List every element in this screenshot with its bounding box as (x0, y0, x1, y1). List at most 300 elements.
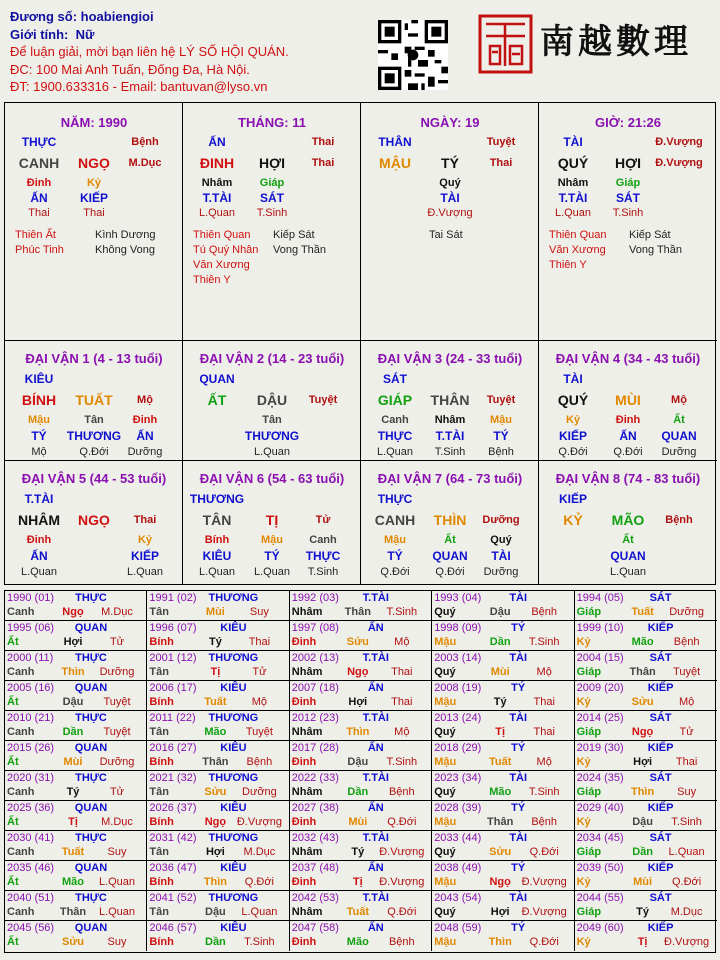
hidden-stem: Mậu (261, 534, 283, 546)
dai-van-branch: NGỌ (78, 512, 110, 528)
year-stem: Bính (149, 636, 174, 648)
year-label: 2049 (60) (576, 922, 624, 934)
pillars-grid (4, 102, 716, 585)
year-stem: Quý (434, 666, 456, 678)
year-label: 2028 (39) (434, 802, 482, 814)
year-stem: Canh (7, 606, 35, 618)
year-branch: Dần (489, 636, 511, 648)
year-stem: Ất (7, 696, 19, 708)
year-life: Mộ (536, 666, 552, 678)
year-label: 2040 (51) (7, 892, 55, 904)
dai-van-stem: BÍNH (21, 392, 57, 408)
year-star: KIÊU (220, 622, 247, 634)
year-life: Đ.Vượng (379, 876, 425, 888)
year-branch: Thìn (203, 876, 227, 888)
year-life: L.Quan (668, 846, 705, 858)
year-star: QUAN (74, 862, 108, 874)
year-stem: Tân (149, 666, 169, 678)
year-life: Dưỡng (242, 786, 277, 798)
year-branch: Tị (210, 666, 221, 678)
year-star: KIÊU (220, 862, 247, 874)
year-branch: Dậu (489, 606, 511, 618)
dai-van-branch: MÃO (611, 512, 645, 528)
year-cell (575, 711, 717, 741)
year-cell (290, 681, 432, 711)
year-label: 2009 (20) (576, 682, 624, 694)
year-life: T.Sinh (386, 606, 418, 618)
year-life: Tuyệt (103, 696, 131, 708)
year-branch: Tị (637, 936, 648, 948)
hidden-stem: Mậu (490, 414, 512, 426)
year-stem: Đinh (291, 696, 317, 708)
year-branch: Mùi (205, 606, 225, 618)
year-stem: Tân (149, 906, 169, 918)
year-cell (290, 591, 432, 621)
dai-van-life: Tuyệt (486, 394, 516, 406)
year-branch: Tuất (631, 606, 654, 618)
hidden-star: THỰC (305, 549, 341, 563)
year-label: 2043 (54) (434, 892, 482, 904)
hidden-star: SÁT (260, 191, 284, 205)
year-stem: Ất (7, 636, 19, 648)
year-branch: Ngọ (631, 726, 654, 738)
dai-van-title: ĐẠI VẬN 7 (64 - 73 tuổi) (377, 471, 523, 486)
year-stem: Tân (149, 846, 169, 858)
special-star: Văn Xương (193, 259, 250, 271)
year-star: SÁT (649, 712, 672, 724)
year-stem: Quý (434, 726, 456, 738)
hidden-star: ẤN (619, 429, 637, 443)
hidden-star: T.TÀI (558, 191, 588, 205)
year-label: 2029 (40) (576, 802, 624, 814)
year-branch: Tý (636, 906, 650, 918)
year-stem: Giáp (576, 606, 602, 618)
year-star: THƯƠNG (208, 772, 259, 784)
pillar-life-mid: Thai (489, 157, 513, 169)
year-stem: Giáp (576, 726, 602, 738)
gender-value: Nữ (75, 26, 95, 42)
year-cell (432, 591, 574, 621)
pillar-stem: CANH (18, 155, 60, 171)
year-star: ẤN (367, 682, 384, 694)
dai-van-life: Bệnh (665, 514, 693, 526)
year-cell (432, 741, 574, 771)
year-stem: Quý (434, 906, 456, 918)
dai-van-life: Mộ (137, 394, 153, 406)
year-life: Bệnh (246, 756, 273, 768)
year-stem: Quý (434, 786, 456, 798)
year-life: Đ.Vượng (664, 936, 710, 948)
year-label: 2007 (18) (291, 682, 339, 694)
year-label: 2023 (34) (434, 772, 482, 784)
year-star: TÝ (511, 862, 526, 874)
hidden-life: Dưỡng (661, 446, 697, 458)
year-life: L.Quan (241, 906, 278, 918)
year-cell (575, 861, 717, 891)
year-life: Đ.Vượng (521, 876, 567, 888)
year-cell (147, 741, 289, 771)
year-life: L.Quan (98, 876, 136, 888)
dai-van-title: ĐẠI VẬN 1 (4 - 13 tuổi) (25, 351, 163, 366)
year-label: 2045 (56) (7, 922, 55, 934)
hidden-life: Q.Đới (558, 446, 588, 458)
hidden-life: T.Sinh (434, 446, 466, 458)
hidden-star: THỰC (377, 429, 413, 443)
hidden-stem: Ất (444, 534, 456, 546)
year-label: 2036 (47) (149, 862, 197, 874)
dai-van-cell (361, 341, 539, 461)
pillar-cell (183, 103, 361, 341)
year-label: 2037 (48) (291, 862, 339, 874)
hidden-life: Thai (83, 207, 105, 219)
year-branch: Tý (493, 696, 507, 708)
year-cell (147, 771, 289, 801)
year-branch: Mão (489, 786, 512, 798)
year-cell (432, 831, 574, 861)
year-branch: Sửu (204, 786, 227, 798)
special-star: Văn Xương (549, 244, 606, 256)
year-star: KIẾP (647, 622, 674, 634)
hidden-life: L.Quan (253, 446, 291, 458)
year-life: Q.Đới (671, 876, 702, 888)
year-cell (5, 741, 147, 771)
year-stem: Tân (149, 726, 169, 738)
dai-van-branch: DẬU (256, 392, 288, 408)
hidden-life: Bệnh (488, 446, 514, 458)
year-label: 2017 (28) (291, 742, 339, 754)
year-label: 2038 (49) (434, 862, 482, 874)
yearly-grid (4, 590, 716, 953)
year-life: Thai (533, 696, 555, 708)
hidden-star: T.TÀI (435, 429, 465, 443)
hidden-stem: Quý (490, 534, 512, 546)
year-star: KIẾP (647, 922, 674, 934)
special-star: Vong Thần (629, 244, 683, 256)
year-star: KIẾP (647, 682, 674, 694)
year-stem: Mậu (434, 936, 457, 948)
year-cell (5, 621, 147, 651)
year-label: 1994 (05) (576, 592, 624, 604)
year-life: Mộ (394, 726, 410, 738)
hidden-star: TÀI (491, 549, 511, 563)
year-stem: Kỷ (576, 696, 591, 708)
year-cell (290, 801, 432, 831)
year-star: ẤN (367, 622, 384, 634)
dai-van-cell (361, 461, 539, 584)
year-life: M.Dục (101, 816, 133, 828)
hidden-life: L.Quan (376, 446, 414, 458)
year-stem: Ất (7, 876, 19, 888)
year-stem: Đinh (291, 876, 317, 888)
year-stem: Mậu (434, 696, 457, 708)
year-star: T.TÀI (362, 712, 389, 724)
year-cell (575, 771, 717, 801)
year-cell (147, 591, 289, 621)
year-label: 2022 (33) (291, 772, 339, 784)
year-label: 2025 (36) (7, 802, 55, 814)
year-life: Tuyệt (673, 666, 701, 678)
year-life: Mộ (678, 696, 695, 708)
year-star: ẤN (367, 862, 384, 874)
year-stem: Giáp (576, 906, 602, 918)
year-cell (147, 801, 289, 831)
year-star: THƯƠNG (208, 592, 259, 604)
year-star: QUAN (74, 922, 108, 934)
year-label: 1990 (01) (7, 592, 55, 604)
hidden-life: Q.Đới (380, 566, 410, 578)
year-life: Suy (249, 606, 269, 618)
year-star: TÀI (509, 832, 528, 844)
special-star: Vong Thần (273, 244, 327, 256)
year-stem: Đinh (291, 816, 317, 828)
special-star: Phúc Tinh (15, 244, 64, 256)
year-label: 1992 (03) (291, 592, 339, 604)
year-star: TÀI (509, 712, 528, 724)
year-star: THỰC (75, 652, 107, 664)
year-life: T.Sinh (528, 636, 560, 648)
dai-van-star: KIẾP (558, 492, 588, 506)
hidden-stem: Đinh (615, 414, 641, 426)
year-branch: Hợi (205, 846, 225, 858)
year-cell (290, 861, 432, 891)
year-stem: Đinh (291, 756, 317, 768)
year-life: Thai (533, 726, 555, 738)
year-cell (290, 621, 432, 651)
year-branch: Thìn (488, 936, 512, 948)
hidden-star: THƯƠNG (244, 429, 300, 443)
year-life: Bệnh (673, 636, 700, 648)
year-life: M.Dục (243, 846, 276, 858)
year-label: 2016 (27) (149, 742, 197, 754)
year-cell (432, 801, 574, 831)
year-branch: Thìn (346, 726, 370, 738)
year-life: Thai (675, 756, 698, 768)
hidden-stem: Kỷ (137, 534, 153, 546)
year-cell (5, 891, 147, 921)
hidden-life: Dưỡng (483, 566, 519, 578)
year-branch: Mùi (633, 876, 653, 888)
year-star: THỰC (75, 712, 107, 724)
year-label: 2011 (22) (149, 712, 196, 724)
special-star: Thiên Ất (15, 229, 56, 241)
year-branch: Thân (629, 666, 656, 678)
dai-van-branch: MÙI (615, 392, 641, 408)
year-life: Suy (107, 846, 127, 858)
dai-van-life: Tuyệt (308, 394, 338, 406)
year-branch: Mùi (490, 666, 510, 678)
pillar-branch: TÝ (441, 155, 459, 171)
hidden-star: TÀI (440, 191, 460, 205)
dai-van-stem: KỶ (563, 512, 583, 528)
year-branch: Thân (202, 756, 229, 768)
year-star: TÝ (511, 802, 526, 814)
year-star: THƯƠNG (208, 652, 259, 664)
hidden-life: Mộ (31, 446, 47, 458)
hidden-star: QUAN (432, 549, 468, 563)
year-label: 2048 (59) (434, 922, 482, 934)
year-life: Dưỡng (669, 606, 704, 618)
hidden-stem: Ất (622, 534, 634, 546)
year-life: T.Sinh (386, 756, 418, 768)
year-stem: Bính (149, 936, 174, 948)
pillar-stem: MẬU (379, 155, 411, 171)
year-label: 2030 (41) (7, 832, 55, 844)
year-stem: Nhâm (291, 606, 323, 618)
hidden-star: KIẾP (79, 191, 109, 205)
contact-line: Để luận giải, mời bạn liên hệ LÝ SỐ HỘI QUÁN. (10, 44, 289, 59)
dai-van-cell (539, 341, 717, 461)
dai-van-branch: TUẤT (75, 392, 113, 408)
year-label: 1996 (07) (149, 622, 197, 634)
year-branch: Dậu (632, 816, 653, 828)
dai-van-stem: NHÂM (18, 512, 60, 528)
year-label: 2021 (32) (149, 772, 197, 784)
hidden-star: TÝ (493, 429, 509, 443)
year-life: T.Sinh (671, 816, 702, 828)
dai-van-star: TÀI (563, 372, 583, 386)
year-star: TÝ (511, 622, 526, 634)
year-life: Q.Đới (529, 936, 559, 948)
year-label: 2001 (12) (149, 652, 197, 664)
hidden-stem: Giáp (615, 177, 641, 189)
year-cell (147, 681, 289, 711)
year-cell (5, 591, 147, 621)
year-cell (290, 651, 432, 681)
hidden-life: L.Quan (554, 207, 592, 219)
year-label: 2046 (57) (149, 922, 197, 934)
hidden-star: ẤN (30, 191, 48, 205)
year-branch: Sửu (61, 936, 85, 948)
pillar-life-mid: M.Dục (128, 157, 162, 169)
year-branch: Ngọ (347, 666, 369, 678)
hidden-stem: Quý (439, 177, 461, 189)
pillar-title: NGÀY: 19 (420, 115, 480, 130)
year-label: 2002 (13) (291, 652, 339, 664)
year-branch: Mão (346, 936, 369, 948)
year-life: Q.Đới (387, 906, 417, 918)
year-star: ẤN (367, 802, 384, 814)
year-star: TÝ (511, 742, 526, 754)
year-star: KIÊU (220, 742, 247, 754)
year-star: T.TÀI (362, 772, 389, 784)
year-star: QUAN (74, 742, 108, 754)
year-cell (5, 681, 147, 711)
qr-code-icon (378, 20, 448, 90)
hidden-stem: Đinh (26, 534, 52, 546)
year-star: THƯƠNG (208, 832, 259, 844)
year-stem: Mậu (434, 756, 457, 768)
year-branch: Thìn (61, 666, 85, 678)
year-branch: Mùi (348, 816, 368, 828)
year-stem: Ất (7, 816, 19, 828)
year-stem: Bính (149, 696, 174, 708)
year-life: Tử (109, 636, 125, 648)
year-stem: Nhâm (291, 846, 323, 858)
hidden-life: Q.Đới (79, 446, 109, 458)
year-label: 2027 (38) (291, 802, 339, 814)
hidden-star: SÁT (616, 191, 640, 205)
year-stem: Mậu (434, 636, 457, 648)
hidden-stem: Ất (673, 414, 685, 426)
year-life: Bệnh (388, 786, 415, 798)
year-cell (290, 831, 432, 861)
year-branch: Tuất (204, 696, 227, 708)
year-stem: Canh (7, 726, 35, 738)
pillar-cell (5, 103, 183, 341)
year-label: 2034 (45) (576, 832, 624, 844)
hidden-stem: Mậu (28, 414, 50, 426)
year-stem: Mậu (434, 816, 457, 828)
dai-van-star: T.TÀI (24, 492, 54, 506)
hidden-life: Đ.Vượng (427, 207, 473, 219)
year-star: TÝ (511, 682, 526, 694)
year-life: Tử (109, 786, 125, 798)
special-star: Kình Dương (95, 229, 156, 241)
pillar-star: TÀI (563, 135, 583, 149)
year-stem: Nhâm (291, 786, 323, 798)
red-seal-logo (478, 14, 533, 74)
year-label: 1993 (04) (434, 592, 482, 604)
year-stem: Tân (149, 606, 169, 618)
hidden-life: T.Sinh (612, 207, 644, 219)
year-branch: Hợi (63, 636, 83, 648)
year-life: Tuyệt (103, 726, 131, 738)
year-star: SÁT (649, 832, 672, 844)
year-stem: Đinh (291, 936, 317, 948)
dai-van-title: ĐẠI VẬN 2 (14 - 23 tuổi) (199, 351, 345, 366)
hidden-star: T.TÀI (202, 191, 232, 205)
dai-van-title: ĐẠI VẬN 6 (54 - 63 tuổi) (199, 471, 345, 486)
pillar-star: THỰC (21, 135, 57, 149)
pillar-life-top: Bệnh (131, 136, 159, 148)
year-stem: Canh (7, 666, 35, 678)
year-label: 2024 (35) (576, 772, 624, 784)
owner-name: hoabiengioi (80, 9, 154, 24)
phone-line: ĐT: 1900.633316 - Email: bantuvan@lyso.vn (10, 79, 268, 94)
year-cell (5, 651, 147, 681)
year-cell (290, 921, 432, 951)
year-cell (5, 861, 147, 891)
pillar-life-mid: Đ.Vượng (655, 157, 703, 169)
pillar-life-top: Thai (311, 136, 335, 148)
hidden-star: TÝ (264, 549, 280, 563)
year-stem: Giáp (576, 846, 602, 858)
dai-van-star: KIÊU (24, 372, 54, 386)
year-cell (147, 621, 289, 651)
year-life: Bệnh (388, 936, 415, 948)
year-life: Q.Đới (244, 876, 274, 888)
year-star: THƯƠNG (208, 892, 259, 904)
year-label: 2042 (53) (291, 892, 339, 904)
year-cell (575, 741, 717, 771)
year-star: TÀI (509, 652, 528, 664)
year-branch: Tuất (488, 756, 512, 768)
year-stem: Kỷ (576, 876, 591, 888)
year-life: Suy (677, 786, 697, 798)
year-star: SÁT (649, 772, 672, 784)
year-stem: Kỷ (576, 756, 591, 768)
special-star: Thiên Y (193, 274, 231, 286)
year-life: Mộ (536, 756, 552, 768)
year-branch: Tị (495, 726, 506, 738)
year-label: 2012 (23) (291, 712, 339, 724)
dai-van-life: Tử (315, 514, 331, 526)
hidden-stem: Bính (204, 534, 230, 546)
year-stem: Bính (149, 756, 174, 768)
year-label: 1997 (08) (291, 622, 339, 634)
pillar-branch: HỢI (615, 155, 641, 171)
pillar-stem: QUÝ (557, 155, 589, 171)
